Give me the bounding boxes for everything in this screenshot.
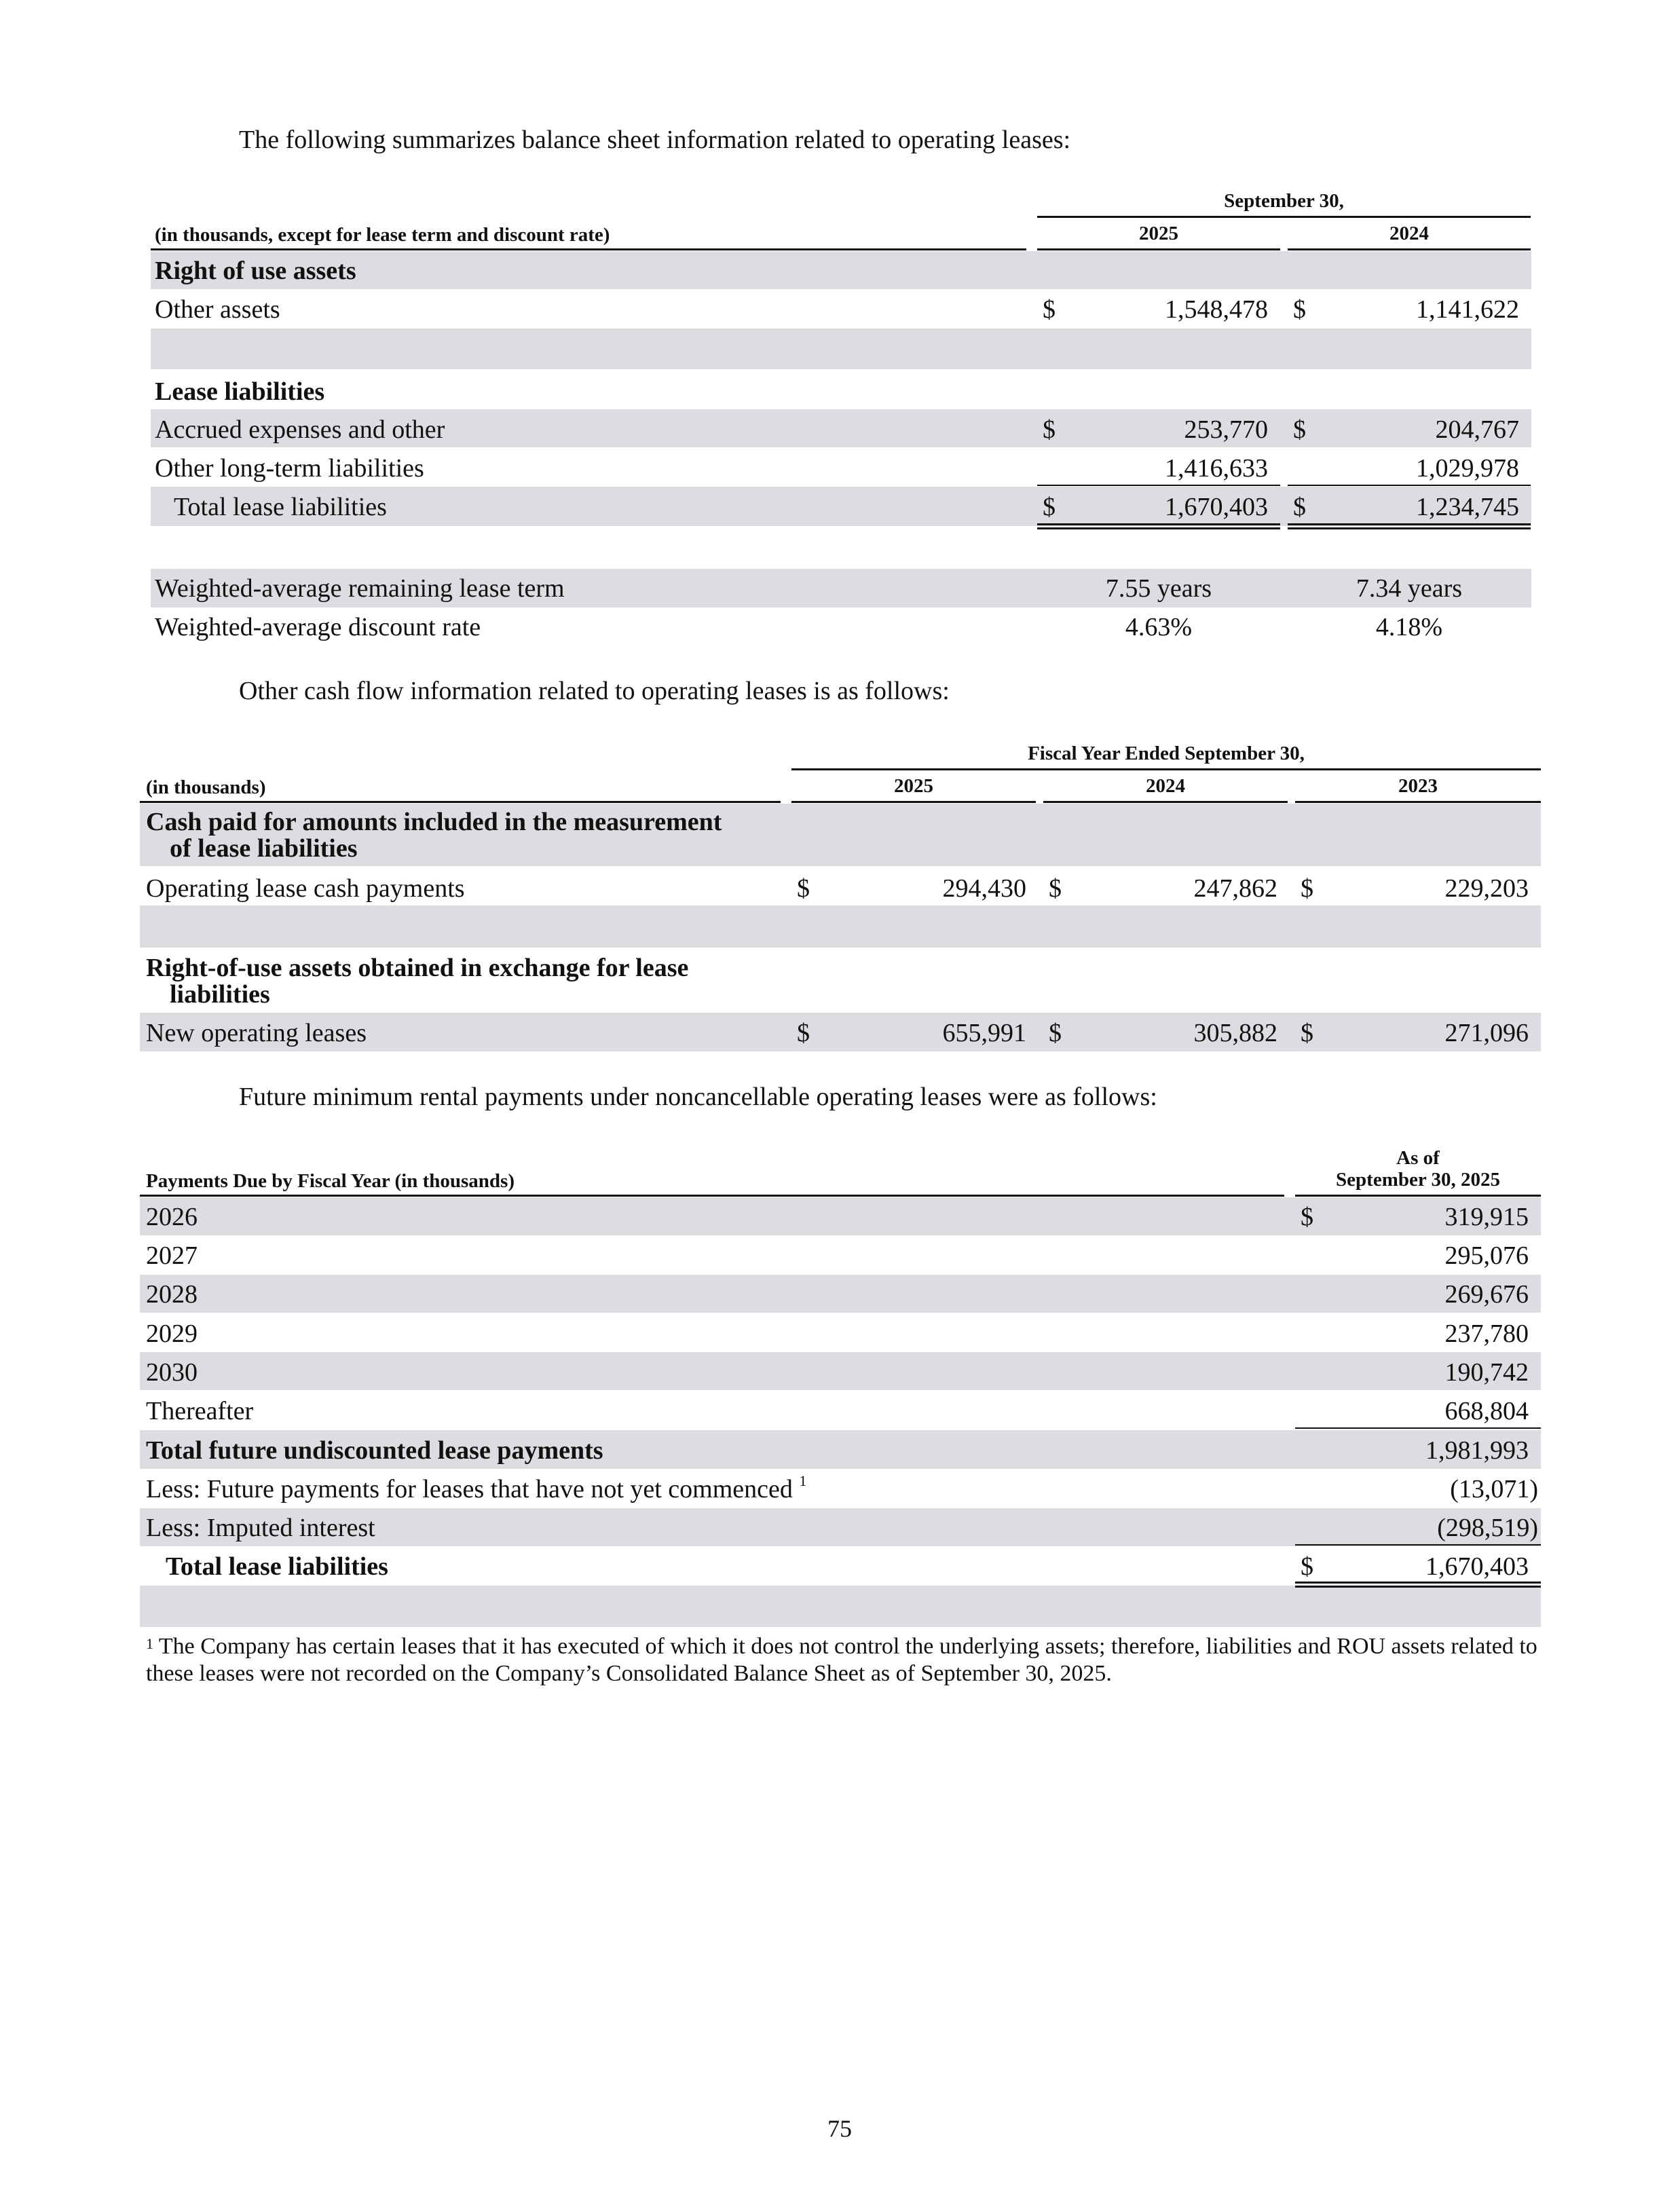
payment-year-label: Thereafter (146, 1397, 254, 1425)
section3-total-label: Total lease liabilities (166, 1552, 388, 1581)
new-leases-dollar-2024: $ (1049, 1019, 1062, 1047)
section3-total-double-rule-b (1295, 1586, 1541, 1588)
total-lease-liabilities-label: Total lease liabilities (174, 493, 387, 521)
section3-row-shade (140, 1275, 1541, 1313)
imputed-interest-label: Less: Imputed interest (146, 1514, 375, 1542)
cash-paid-heading-line1: Cash paid for amounts included in the measurement (146, 808, 722, 836)
section1-group-rule (1037, 216, 1531, 218)
total-dollar-2025: $ (1043, 493, 1056, 521)
discount-rate-2024: 4.18% (1375, 613, 1443, 641)
payment-value: 237,780 (1444, 1320, 1529, 1348)
section2-year-2023: 2023 (1398, 775, 1438, 797)
operating-2025: 294,430 (942, 874, 1026, 903)
section2-group-rule (791, 768, 1541, 770)
not-commenced-text: Less: Future payments for leases that have not yet commenced (146, 1475, 793, 1503)
total-double-rule-2024-b (1288, 527, 1531, 529)
subtotal-rule-2024 (1288, 485, 1531, 486)
section2-year-2024: 2024 (1146, 775, 1185, 797)
footnote-number: 1 (146, 1635, 153, 1652)
total-double-rule-2025-a (1037, 523, 1280, 525)
section2-label-rule (140, 801, 781, 803)
section1-row-shade (151, 251, 1531, 289)
accrued-dollar-2024: $ (1293, 415, 1306, 444)
new-leases-dollar-2025: $ (797, 1019, 810, 1047)
section1-2024-rule (1288, 248, 1531, 250)
new-leases-2024: 305,882 (1193, 1019, 1277, 1047)
payment-value: 668,804 (1444, 1397, 1529, 1425)
imputed-interest-value: (298,519) (1437, 1514, 1538, 1542)
accrued-expenses-label: Accrued expenses and other (155, 415, 445, 444)
payment-dollar: $ (1301, 1203, 1313, 1231)
total-double-rule-2024-a (1288, 523, 1531, 525)
section3-header-line1: As of (1396, 1147, 1440, 1169)
not-commenced-value: (13,071) (1450, 1475, 1538, 1503)
footnote-mark: 1 (799, 1472, 807, 1489)
undiscounted-subtotal-rule (1295, 1427, 1541, 1429)
accrued-dollar-2025: $ (1043, 415, 1056, 444)
section1-year-2025: 2025 (1139, 223, 1178, 244)
section1-2025-rule (1037, 248, 1280, 250)
section2-group-header: Fiscal Year Ended September 30, (1028, 743, 1305, 764)
section3-row-shade (140, 1586, 1541, 1627)
footnote (146, 1633, 1542, 1687)
remaining-term-label: Weighted-average remaining lease term (155, 574, 565, 603)
payment-value: 295,076 (1444, 1241, 1529, 1270)
payment-year-label: 2029 (146, 1320, 198, 1348)
rou-assets-heading: Right of use assets (155, 257, 356, 285)
accrued-2024: 204,767 (1435, 415, 1519, 444)
operating-dollar-2025: $ (797, 874, 810, 903)
payment-year-label: 2028 (146, 1280, 198, 1309)
section2-2025-rule (791, 801, 1036, 803)
total-2024: 1,234,745 (1416, 493, 1519, 521)
total-2025: 1,670,403 (1165, 493, 1268, 521)
total-undiscounted-label: Total future undiscounted lease payments (146, 1436, 603, 1465)
section1-group-header: September 30, (1224, 190, 1344, 212)
section3-total-double-rule-a (1295, 1582, 1541, 1584)
payment-year-label: 2030 (146, 1358, 198, 1387)
payment-value: 319,915 (1444, 1203, 1529, 1231)
new-leases-2023: 271,096 (1444, 1019, 1529, 1047)
payment-value: 190,742 (1444, 1358, 1529, 1387)
cash-paid-heading-line2: of lease liabilities (170, 834, 358, 863)
payment-value: 269,676 (1444, 1280, 1529, 1309)
section2-2023-rule (1295, 801, 1541, 803)
section1-year-2024: 2024 (1389, 223, 1429, 244)
payment-year-label: 2027 (146, 1241, 198, 1270)
long-term-2025: 1,416,633 (1165, 454, 1268, 483)
discount-rate-label: Weighted-average discount rate (155, 613, 481, 641)
section1-intro: The following summarizes balance sheet information related to operating leases: (239, 126, 1071, 154)
section3-intro: Future minimum rental payments under noncancellable operating leases were as follows: (239, 1083, 1157, 1111)
rou-obtained-heading-line2: liabilities (170, 980, 270, 1009)
footnote-text: The Company has certain leases that it has executed of which it does not control the underlying assets; therefore, liabilities and ROU assets related to these leases were not recorded on the Company’s Consolidated Balance Sheet as of September 30, 2025. (146, 1634, 1537, 1686)
total-double-rule-2025-b (1037, 527, 1280, 529)
not-commenced-label (146, 1472, 807, 1503)
section2-column-label: (in thousands) (146, 777, 266, 798)
total-dollar-2024: $ (1293, 493, 1306, 521)
rou-obtained-heading-line1: Right-of-use assets obtained in exchange for lease (146, 954, 689, 982)
section1-row-shade (151, 329, 1531, 369)
operating-cash-payments-label: Operating lease cash payments (146, 874, 465, 903)
accrued-2025: 253,770 (1184, 415, 1268, 444)
page-number: 75 (827, 2115, 852, 2142)
total-undiscounted-value: 1,981,993 (1425, 1436, 1529, 1465)
subtotal-rule-2025 (1037, 485, 1280, 486)
section3-value-rule (1295, 1195, 1541, 1197)
new-operating-leases-label: New operating leases (146, 1019, 367, 1047)
other-assets-label: Other assets (155, 295, 280, 324)
section2-intro: Other cash flow information related to operating leases is as follows: (239, 677, 950, 705)
remaining-term-2024: 7.34 years (1356, 574, 1463, 603)
section3-label-rule (140, 1195, 1284, 1197)
remaining-term-2025: 7.55 years (1105, 574, 1212, 603)
operating-dollar-2023: $ (1301, 874, 1313, 903)
new-leases-dollar-2023: $ (1301, 1019, 1313, 1047)
section2-year-2025: 2025 (894, 775, 933, 797)
other-assets-dollar-2024: $ (1293, 295, 1306, 324)
operating-dollar-2024: $ (1049, 874, 1062, 903)
new-leases-2025: 655,991 (942, 1019, 1026, 1047)
section3-row-shade (140, 1352, 1541, 1390)
section3-column-label: Payments Due by Fiscal Year (in thousands) (146, 1170, 515, 1192)
section2-2024-rule (1043, 801, 1288, 803)
liabilities-subtotal-rule (1295, 1544, 1541, 1546)
section1-label-rule (151, 248, 1026, 250)
lease-liabilities-heading: Lease liabilities (155, 377, 325, 406)
long-term-liabilities-label: Other long-term liabilities (155, 454, 424, 483)
section2-row-shade (140, 905, 1541, 948)
operating-2024: 247,862 (1193, 874, 1277, 903)
long-term-2024: 1,029,978 (1416, 454, 1519, 483)
other-assets-2024: 1,141,622 (1416, 295, 1519, 324)
other-assets-2025: 1,548,478 (1165, 295, 1268, 324)
section1-column-label: (in thousands, except for lease term and discount rate) (155, 224, 610, 246)
discount-rate-2025: 4.63% (1125, 613, 1193, 641)
section3-row-shade (140, 1197, 1541, 1235)
other-assets-dollar-2025: $ (1043, 295, 1056, 324)
section3-header-line2: September 30, 2025 (1336, 1169, 1500, 1191)
payment-year-label: 2026 (146, 1203, 198, 1231)
operating-2023: 229,203 (1444, 874, 1529, 903)
section3-total-value: 1,670,403 (1425, 1552, 1529, 1581)
section3-total-dollar: $ (1301, 1552, 1313, 1581)
